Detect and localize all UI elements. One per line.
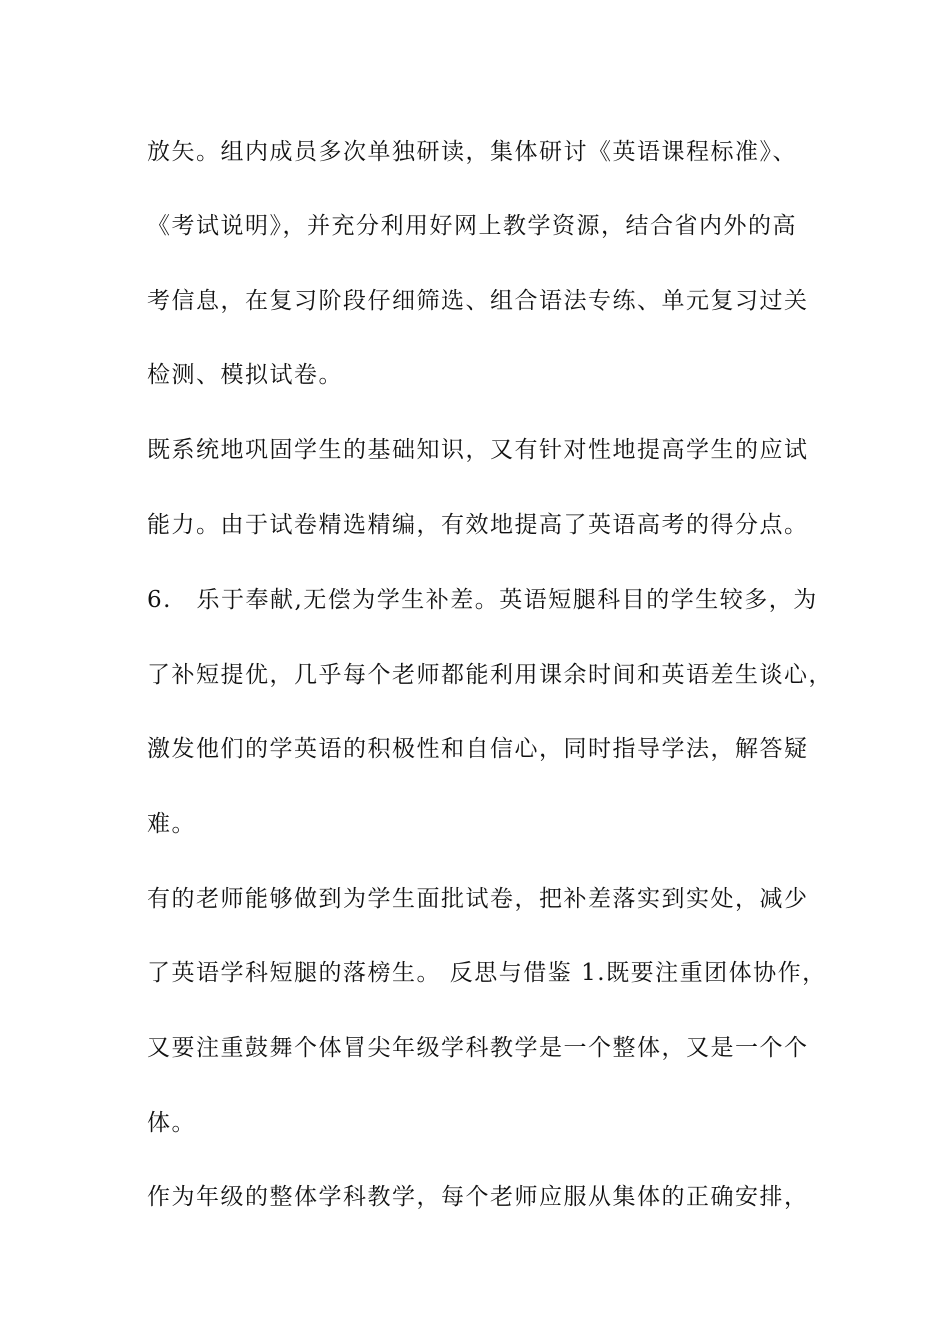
text-line: 《考试说明》，并充分利用好网上教学资源，结合省内外的高 (147, 213, 797, 239)
text-line: 又要注重鼓舞个体冒尖年级学科教学是一个整体，又是一个个 (147, 1035, 809, 1061)
text-line: 检测、模拟试卷。 (147, 362, 343, 388)
text-line: 既系统地巩固学生的基础知识，又有针对性地提高学生的应试 (147, 437, 809, 463)
text-line: 了补短提优，几乎每个老师都能利用课余时间和英语差生谈心， (147, 662, 833, 688)
text-line: 放矢。组内成员多次单独研读，集体研讨《英语课程标准》、 (147, 139, 797, 165)
text-line: 激发他们的学英语的积极性和自信心，同时指导学法，解答疑 (147, 736, 809, 762)
text-line: 考信息，在复习阶段仔细筛选、组合语法专练、单元复习过关 (147, 288, 809, 314)
text-line: 了英语学科短腿的落榜生。 反思与借鉴 1.既要注重团体协作， (147, 960, 827, 986)
text-line: 难。 (147, 811, 196, 837)
text-line: 能力。由于试卷精选精编，有效地提高了英语高考的得分点。 (147, 512, 809, 538)
text-line: 6. 乐于奉献,无偿为学生补差。英语短腿科目的学生较多，为 (147, 587, 818, 613)
text-line: 有的老师能够做到为学生面批试卷，把补差落实到实处，减少 (147, 886, 809, 912)
text-line: 作为年级的整体学科教学，每个老师应服从集体的正确安排， (147, 1184, 809, 1210)
text-line: 体。 (147, 1110, 196, 1136)
